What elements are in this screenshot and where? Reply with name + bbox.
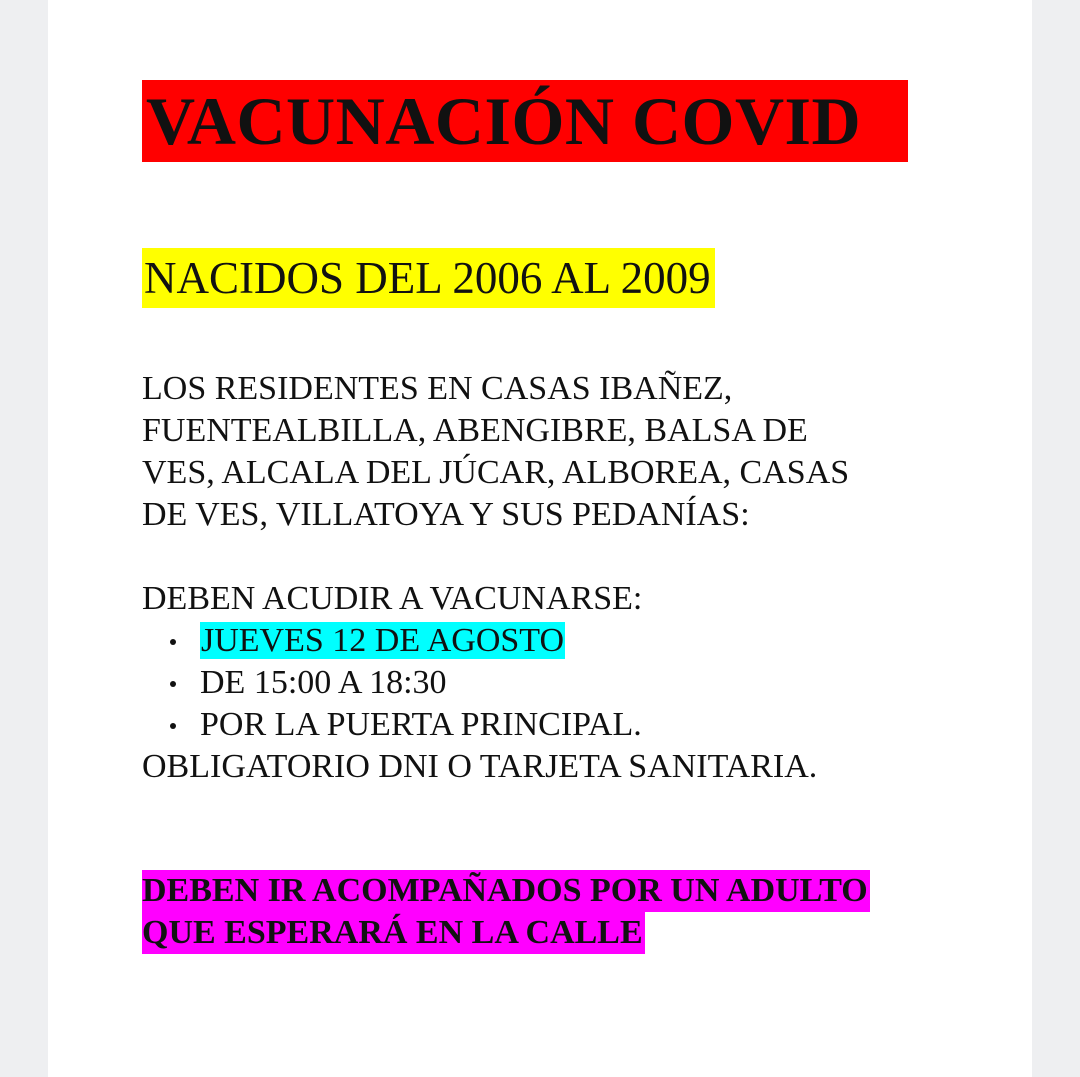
residents-line: LOS RESIDENTES EN CASAS IBAÑEZ,: [142, 370, 733, 407]
date-text: JUEVES 12 DE AGOSTO: [201, 622, 565, 659]
residents-line: VES, ALCALA DEL JÚCAR, ALBOREA, CASAS: [142, 454, 850, 491]
must-attend-heading: DEBEN ACUDIR A VACUNARSE:: [142, 580, 643, 617]
schedule-list: [142, 620, 642, 746]
accompaniment-warning: [142, 870, 870, 954]
mandatory-id-note: OBLIGATORIO DNI O TARJETA SANITARIA.: [142, 748, 818, 785]
document-page: [48, 0, 1032, 1077]
warning-line: QUE ESPERARÁ EN LA CALLE: [142, 912, 645, 954]
warning-line: DEBEN IR ACOMPAÑADOS POR UN ADULTO: [142, 870, 870, 912]
residents-paragraph: [142, 368, 942, 536]
schedule-item-date: [142, 620, 642, 662]
bullet-icon: [170, 681, 176, 687]
bullet-icon: [170, 723, 176, 729]
bullet-icon: [170, 639, 176, 645]
time-text: DE 15:00 A 18:30: [200, 664, 447, 701]
schedule-item-time: [142, 662, 642, 704]
residents-line: DE VES, VILLATOYA Y SUS PEDANÍAS:: [142, 496, 750, 533]
residents-line: FUENTEALBILLA, ABENGIBRE, BALSA DE: [142, 412, 808, 449]
birth-years-subtitle: NACIDOS DEL 2006 AL 2009: [142, 248, 715, 308]
document-title: VACUNACIÓN COVID: [142, 80, 908, 162]
schedule-item-door: [142, 704, 642, 746]
door-text: POR LA PUERTA PRINCIPAL.: [200, 706, 642, 743]
